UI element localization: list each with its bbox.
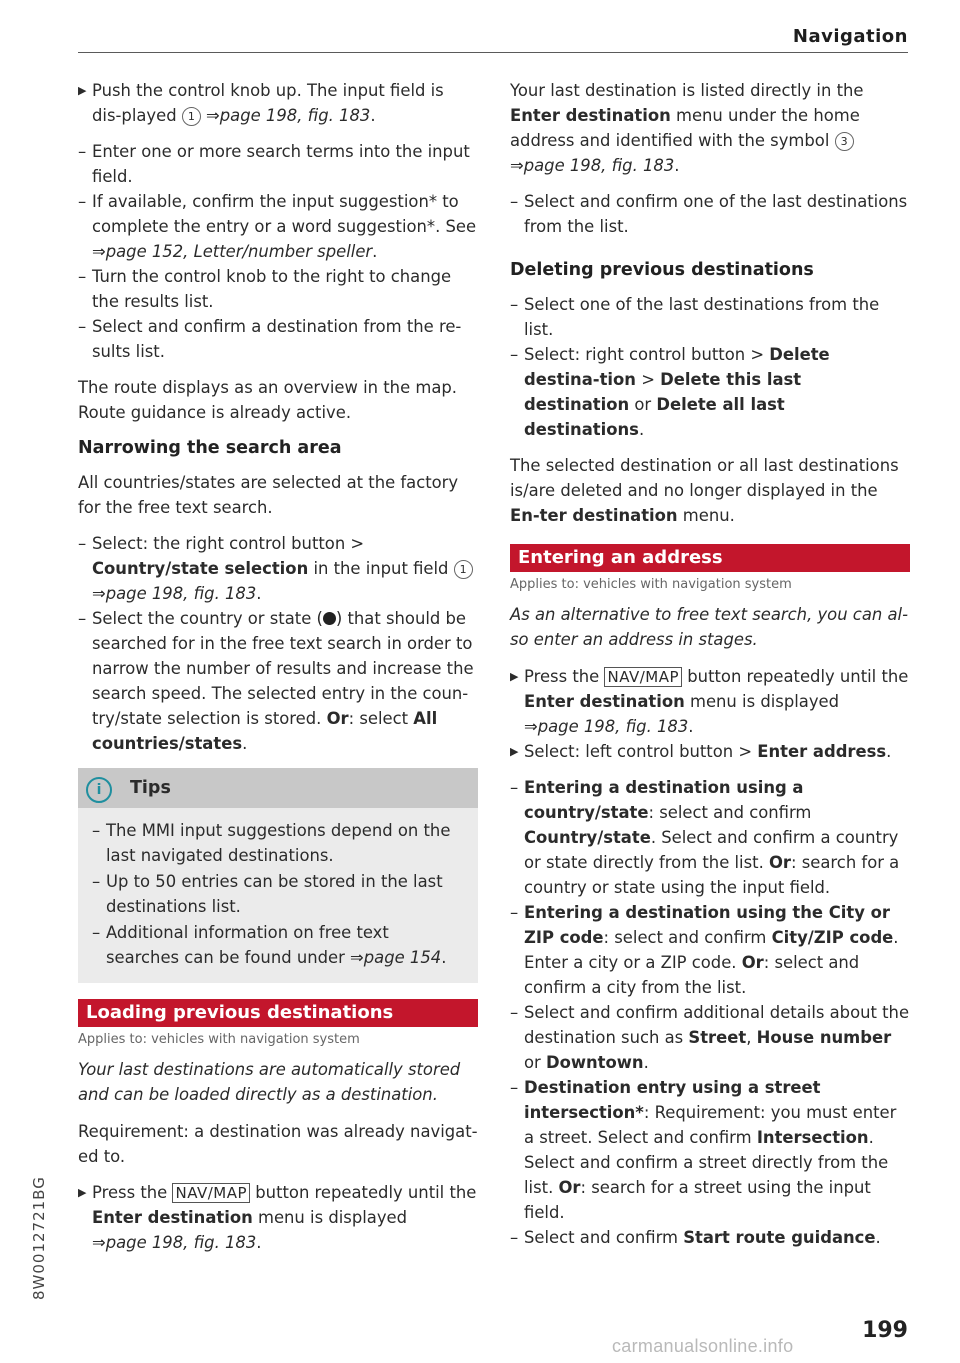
arrow-bullet-icon: ▶ <box>78 1186 87 1199</box>
watermark: carmanualsonline.info <box>612 1336 794 1356</box>
loading-section-heading: Loading previous destinations <box>78 999 478 1027</box>
narrowing-intro: All countries/states are selected at the factory for the free text search. <box>78 473 459 517</box>
last-destination-paragraph: Your last destination is listed directly in the Enter destination menu under the home address and identified with the symbol 3 ⇒page 198, fig. 183. <box>510 81 864 175</box>
page-reference-link[interactable]: ⇒page 198, fig. 183 <box>206 106 371 125</box>
step-select-address: ▶ Select: left control button > Enter address. <box>510 739 910 764</box>
list-item: – Turn the control knob to the right to change the results list. <box>78 267 452 311</box>
step-press-nav: ▶ Press the NAV/MAP button repeatedly until the Enter destination menu is displayed ⇒page 198, fig. 183. <box>78 1180 478 1255</box>
left-column <box>78 78 478 1255</box>
list-item: – Entering a destination using a country/state: select and confirm Country/state. Select and confirm a country or state directly from the list. Or: search for a country or state using the input field. <box>510 778 900 897</box>
callout-number: 1 <box>454 560 473 579</box>
list-item: – Entering a destination using the City or ZIP code: select and confirm City/ZIP code. Enter a city or a ZIP code. Or: select and confirm a city from the list. <box>510 903 899 997</box>
applies-to-note: Applies to: vehicles with navigation system <box>510 577 792 592</box>
list-item: – Select and confirm additional details about the destination such as Street, House number or Downtown. <box>510 1003 910 1072</box>
page-reference-link[interactable]: ⇒page 198, fig. 183 <box>524 717 689 736</box>
step-press-nav: ▶ Press the NAV/MAP button repeatedly until the Enter destination menu is displayed ⇒page 198, fig. 183. <box>510 664 910 739</box>
page-reference-link[interactable]: ⇒page 198, fig. 183 <box>510 156 675 175</box>
narrowing-heading: Narrowing the search area <box>78 438 342 458</box>
page-header <box>78 22 908 53</box>
page-reference-link[interactable]: ⇒page 154 <box>350 948 442 967</box>
tips-item: – Additional information on free text searches can be found under ⇒page 154. <box>92 923 447 967</box>
tips-header <box>78 768 478 808</box>
deleting-heading: Deleting previous destinations <box>510 260 814 280</box>
list-item: – Enter one or more search terms into the input field. <box>78 142 470 186</box>
arrow-bullet-icon: ▶ <box>510 745 519 758</box>
callout-number: 1 <box>182 107 201 126</box>
info-icon: i <box>86 777 112 803</box>
route-paragraph: The route displays as an overview in the map. Route guidance is already active. <box>78 378 457 422</box>
tips-box <box>78 768 478 983</box>
right-column <box>510 78 910 1250</box>
page-number: 199 <box>862 1318 908 1343</box>
tips-title: Tips <box>130 778 171 798</box>
arrow-bullet-icon: ▶ <box>78 84 87 97</box>
delete-result-paragraph: The selected destination or all last destinations is/are deleted and no longer displayed in the En-ter destination menu. <box>510 456 899 525</box>
list-item: – Select and confirm a destination from the re-sults list. <box>78 317 462 361</box>
loading-intro: Your last destinations are automatically stored and can be loaded directly as a destination. <box>78 1060 461 1104</box>
list-item: – Select: the right control button > Country/state selection in the input field 1 ⇒page 198, fig. 183. <box>78 531 478 606</box>
tips-body <box>78 808 478 983</box>
list-item: – Select the country or state ( ) that should be searched for in the free text search in order to narrow the number of results and increase the search speed. The selected entry in the coun-try/state selection is stored. Or: select All countries/states. <box>78 609 474 753</box>
callout-number: 3 <box>835 132 854 151</box>
list-item: – Select and confirm Start route guidance. <box>510 1228 881 1247</box>
list-item: – Select one of the last destinations from the list. <box>510 295 880 339</box>
nav-map-key: NAV/MAP <box>604 667 682 687</box>
page-reference-link[interactable]: ⇒page 198, fig. 183 <box>92 584 257 603</box>
address-section-heading: Entering an address <box>510 544 910 572</box>
arrow-bullet-icon: ▶ <box>510 670 519 683</box>
page-reference-link[interactable]: ⇒page 198, fig. 183 <box>92 1233 257 1252</box>
section-title: Navigation <box>792 26 908 47</box>
list-item: – Select: right control button > Delete destina-tion > Delete this last destination or Delete all last destinations. <box>510 345 830 439</box>
tips-item: – Up to 50 entries can be stored in the last destinations list. <box>92 872 443 916</box>
requirement-paragraph: Requirement: a destination was already navigat-ed to. <box>78 1122 478 1166</box>
filled-dot-icon <box>323 612 336 625</box>
applies-to-note: Applies to: vehicles with navigation system <box>78 1032 360 1047</box>
tips-item: – The MMI input suggestions depend on the last navigated destinations. <box>92 821 451 865</box>
list-item: – Destination entry using a street intersection*: Requirement: you must enter a street. Select and confirm Intersection. Select and confirm a street directly from the list. Or: search for a street using the input field. <box>510 1078 897 1222</box>
step-push-knob: ▶ Push the control knob up. The input field is dis-played 1 ⇒page 198, fig. 183. <box>78 78 478 128</box>
nav-map-key: NAV/MAP <box>172 1183 250 1203</box>
document-code: 8W0012721BG <box>30 1176 48 1300</box>
list-item: – Select and confirm one of the last destinations from the list. <box>510 192 908 236</box>
page-reference-link[interactable]: ⇒page 152, Letter/number speller <box>92 242 373 261</box>
address-intro: As an alternative to free text search, you can al-so enter an address in stages. <box>510 605 908 649</box>
list-item: – If available, confirm the input suggestion* to complete the entry or a word suggestion*. See ⇒page 152, Letter/number speller. <box>78 192 477 261</box>
